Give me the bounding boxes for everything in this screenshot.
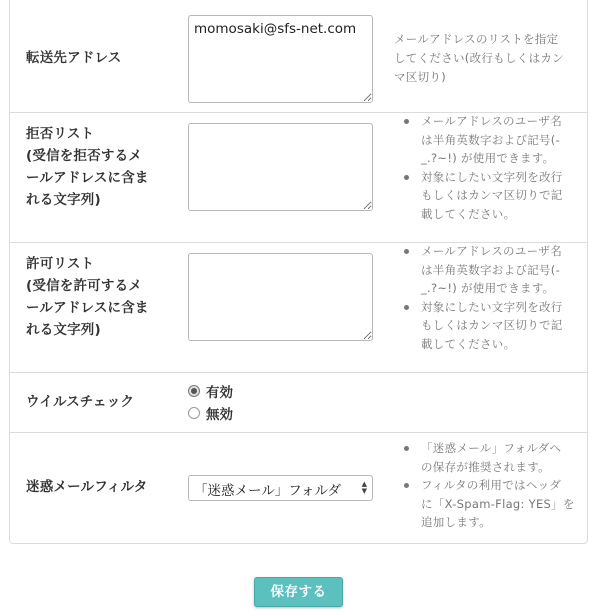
virus-check-row [10, 373, 587, 433]
virus-check-disabled-option[interactable] [188, 402, 233, 424]
deny-list-row [10, 113, 587, 243]
deny-list-label: 拒否リスト (受信を拒否するメ ールアドレスに含ま れる文字列) [26, 126, 149, 208]
radio-label: 有効 [206, 385, 233, 401]
help-item: 対象にしたい文字列を改行 もしくはカンマ区切りで記 載してください。 [400, 298, 586, 354]
forward-address-input[interactable] [188, 15, 373, 103]
bullet-icon [404, 305, 409, 310]
bullet-icon [404, 446, 409, 451]
help-item: 「迷惑メール」フォルダへ の保存が推奨されます。 [400, 439, 586, 476]
bullet-icon [404, 483, 409, 488]
virus-check-enabled-option[interactable] [188, 380, 233, 402]
settings-panel [9, 0, 588, 544]
allow-list-help [400, 242, 586, 353]
bullet-icon [404, 175, 409, 180]
radio-unchecked-icon[interactable] [188, 407, 200, 419]
bullet-icon [404, 249, 409, 254]
help-item: メールアドレスのユーザ名 は半角英数字および記号(- _.?~!) が使用できます。 [400, 242, 586, 298]
spam-filter-row [10, 433, 587, 543]
forward-address-help: メールアドレスのリストを指定 してください(改行もしくはカン マ区切り) [394, 32, 564, 84]
forward-address-row [10, 0, 587, 113]
deny-list-help [400, 112, 586, 223]
bullet-icon [404, 119, 409, 124]
spam-filter-select[interactable] [188, 475, 373, 501]
allow-list-row [10, 243, 587, 373]
select-arrows-icon: ▲ ▼ [361, 480, 367, 495]
forward-address-label: 転送先アドレス [26, 50, 122, 66]
radio-label: 無効 [206, 407, 233, 423]
help-item: メールアドレスのユーザ名 は半角英数字および記号(- _.?~!) が使用できます。 [400, 112, 586, 168]
help-item: 対象にしたい文字列を改行 もしくはカンマ区切りで記 載してください。 [400, 168, 586, 224]
spam-filter-help [400, 439, 586, 532]
spam-filter-label: 迷惑メールフィルタ [26, 479, 148, 495]
virus-check-label: ウイルスチェック [26, 394, 135, 410]
help-item: フィルタの利用ではヘッダ に「X-Spam-Flag: YES」を 追加します。 [400, 476, 586, 532]
spam-filter-selected-value: 「迷惑メール」フォルダ [194, 483, 342, 499]
allow-list-input[interactable] [188, 253, 373, 341]
virus-check-radio-group [188, 380, 233, 424]
save-button[interactable]: 保存する [254, 577, 343, 607]
deny-list-input[interactable] [188, 123, 373, 211]
radio-checked-icon[interactable] [188, 385, 200, 397]
allow-list-label: 許可リスト (受信を許可するメ ールアドレスに含ま れる文字列) [26, 256, 149, 338]
